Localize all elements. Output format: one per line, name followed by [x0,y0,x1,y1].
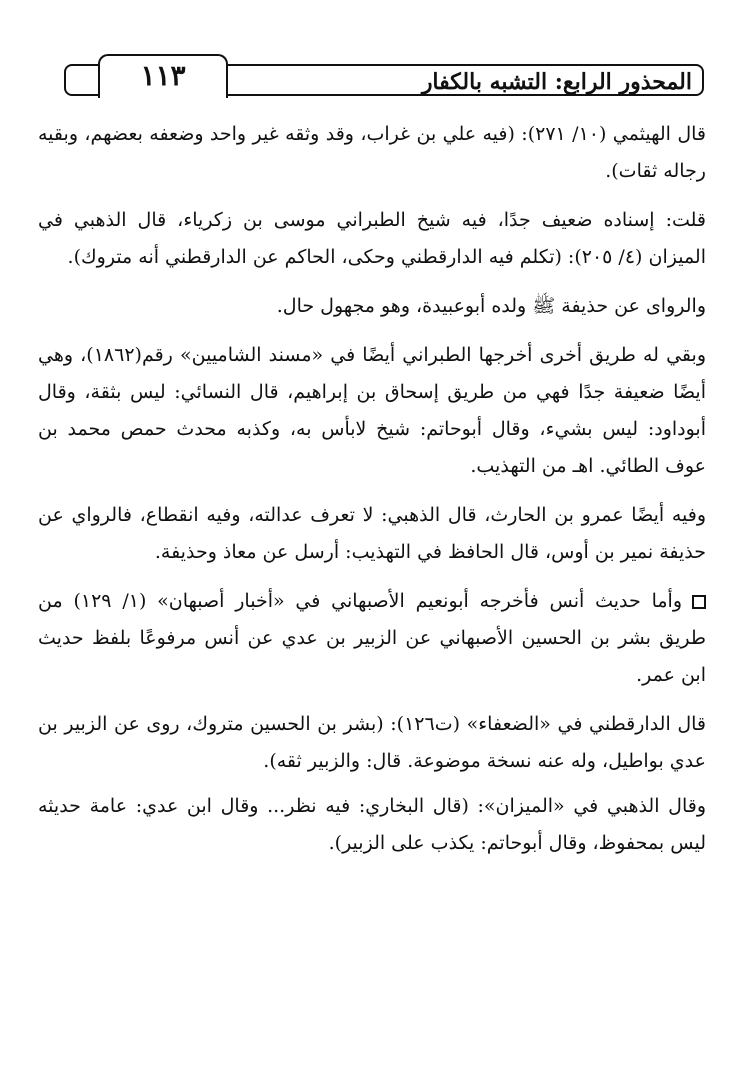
paragraph-isnad-weak: قلت: إسناده ضعيف جدًا، فيه شيخ الطبراني موسى بن زكرياء، قال الذهبي في الميزان (٤/ ٢٠٥): (تكلم فيه الدارقطني وحكى، الحاكم عن الدارقطني أنه متروك). [38,209,706,268]
chapter-title: المحذور الرابع: التشبه بالكفار [421,69,692,95]
checkbox-square-icon [692,595,706,609]
paragraph-narrator-hudhayfa: والرواى عن حذيفة ﷺ ولده أبوعبيدة، وهو مجهول حال. [276,295,706,317]
paragraph-anas-text: وأما حديث أنس فأخرجه أبونعيم الأصبهاني في «أخبار أصبهان» (١/ ١٢٩) من طريق بشر بن الحسين الأصبهاني عن الزبير بن عدي عن أنس مرفوعًا بلفظ حديث ابن عمر. [38,590,706,686]
paragraph-haythami: قال الهيثمي (١٠/ ٢٧١): (فيه علي بن غراب، وقد وثقه غير واحد وضعفه بعضهم، وبقيه رجاله ثقات). [38,123,706,182]
paragraph-dhahabi-mizan: وقال الذهبي في «الميزان»: (قال البخاري: فيه نظر... وقال ابن عدي: عامة حديثه ليس بمحفوظ، وقال أبوحاتم: يكذب على الزبير). [38,795,706,854]
paragraph-daraqutni: قال الدارقطني في «الضعفاء» (ت١٢٦): (بشر بن الحسين متروك، روى عن الزبير بن عدي بواطيل، وله عنه نسخة موضوعة. قال: والزبير ثقه). [38,713,706,772]
page-body [38,116,706,870]
paragraph-other-route: وبقي له طريق أخرى أخرجها الطبراني أيضًا في «مسند الشاميين» رقم(١٨٦٢)، وهي أيضًا ضعيفة جدًا فهي من طريق إسحاق بن إبراهيم، قال النسائي: ليس بثقة، وقال أبوداود: ليس بشيء، وقال أبوحاتم: شيخ لابأس به، وكذبه محدث حمص محمد بن عوف الطائي. اهـ من التهذيب. [38,344,706,477]
page-header [64,54,704,98]
page-number: ١١٣ [140,59,186,92]
paragraph-amr-ibn-harith: وفيه أيضًا عمرو بن الحارث، قال الذهبي: لا تعرف عدالته، وفيه انقطاع، فالرواي عن حذيفة نمير بن أوس، قال الحافظ في التهذيب: أرسل عن معاذ وحذيفة. [38,504,706,563]
paragraph-anas-hadith [38,583,706,694]
page-number-tab [98,54,228,98]
